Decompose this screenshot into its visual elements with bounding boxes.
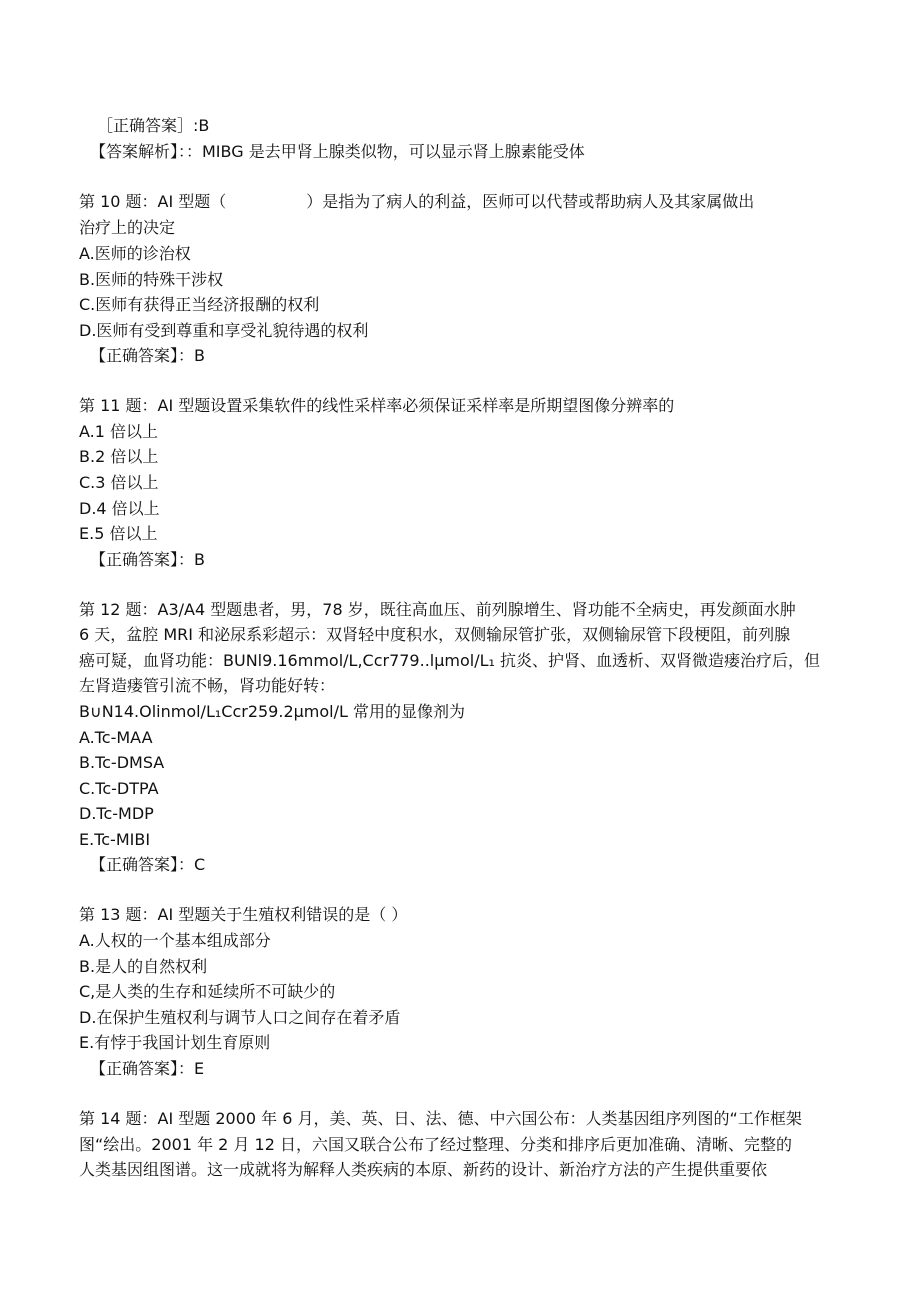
q13-option-b: B.是人的自然权利 — [79, 957, 208, 976]
q12-option-e: E.Tc-MIBI — [79, 830, 151, 849]
q12-option-a: A.Tc-MAA — [79, 728, 153, 747]
q12-answer: 【正确答案】：C — [90, 855, 206, 874]
q9-answer: ［正确答案］:B — [97, 116, 210, 135]
q11-stem: 第 11 题：AI 型题设置采集软件的线性采样率必须保证采样率是所期望图像分辨率的 — [79, 396, 675, 415]
q11-option-e: E.5 倍以上 — [79, 524, 158, 543]
q11-answer: 【正确答案】：B — [90, 550, 205, 569]
q14-stem-line-3: 人类基因组图谱。这一成就将为解释人类疾病的本原、新药的设计、新治疗方法的产生提供重要依 — [79, 1160, 768, 1179]
q12-stem-line-5: B∪N14.Olinmol/L₁Ccr259.2μmol/L 常用的显像剂为 — [79, 702, 466, 721]
q10-answer: 【正确答案】：B — [90, 346, 205, 365]
q14-stem-line-2: 图“绘出。2001 年 2 月 12 日，六国又联合公布了经过整理、分类和排序后更加准确、清晰、完整的 — [79, 1135, 792, 1154]
q12-option-c: C.Tc-DTPA — [79, 779, 159, 798]
q12-option-d: D.Tc-MDP — [79, 804, 154, 823]
q12-stem-line-1: 第 12 题：A3/A4 型题患者，男，78 岁，既往高血压、前列腺增生、肾功能不全病史，再发颜面水肿 — [79, 600, 796, 619]
q10-option-d: D.医师有受到尊重和享受礼貌待遇的权利 — [79, 321, 369, 340]
q10-stem-line-2: 治疗上的决定 — [79, 218, 176, 237]
q10-option-c: C.医师有获得正当经济报酬的权利 — [79, 295, 320, 314]
q13-option-d: D.在保护生殖权利与调节人口之间存在着矛盾 — [79, 1008, 401, 1027]
q12-stem-line-2: 6 天，盆腔 MRI 和泌尿系彩超示：双肾轻中度积水，双侧输尿管扩张，双侧输尿管下段梗阻，前列腺 — [79, 625, 791, 644]
q12-stem-line-3: 癌可疑，血肾功能：BUNl9.16mmol/L,Ccr779..lμmol/L₁ 抗炎、护肾、血透析、双肾微造瘘治疗后，但 — [79, 651, 821, 670]
q11-option-a: A.1 倍以上 — [79, 422, 159, 441]
q12-option-b: B.Tc-DMSA — [79, 753, 165, 772]
q10-option-a: A.医师的诊治权 — [79, 244, 191, 263]
q9-analysis: 【答案解析】：：MIBG 是去甲肾上腺类似物，可以显示肾上腺素能受体 — [90, 142, 585, 161]
q13-option-a: A.人权的一个基本组成部分 — [79, 931, 271, 950]
q14-stem-line-1: 第 14 题：AI 型题 2000 年 6 月，美、英、日、法、德、中六国公布：人类基因组序列图的“工作框架 — [79, 1109, 802, 1128]
q13-option-e: E.有悖于我国计划生育原则 — [79, 1033, 271, 1052]
q13-option-c: C,是人类的生存和延续所不可缺少的 — [79, 982, 336, 1001]
q10-stem-line-1: 第 10 题：AI 型题（ ）是指为了病人的利益，医师可以代替或帮助病人及其家属做出 — [79, 192, 755, 211]
q13-answer: 【正确答案】：E — [90, 1059, 205, 1078]
q12-stem-line-4: 左肾造瘘管引流不畅，肾功能好转： — [79, 676, 336, 695]
q13-stem: 第 13 题：AI 型题关于生殖权利错误的是（ ） — [79, 905, 408, 924]
q11-option-d: D.4 倍以上 — [79, 499, 160, 518]
q11-option-c: C.3 倍以上 — [79, 473, 159, 492]
q10-option-b: B.医师的特殊干涉权 — [79, 270, 224, 289]
q11-option-b: B.2 倍以上 — [79, 447, 159, 466]
